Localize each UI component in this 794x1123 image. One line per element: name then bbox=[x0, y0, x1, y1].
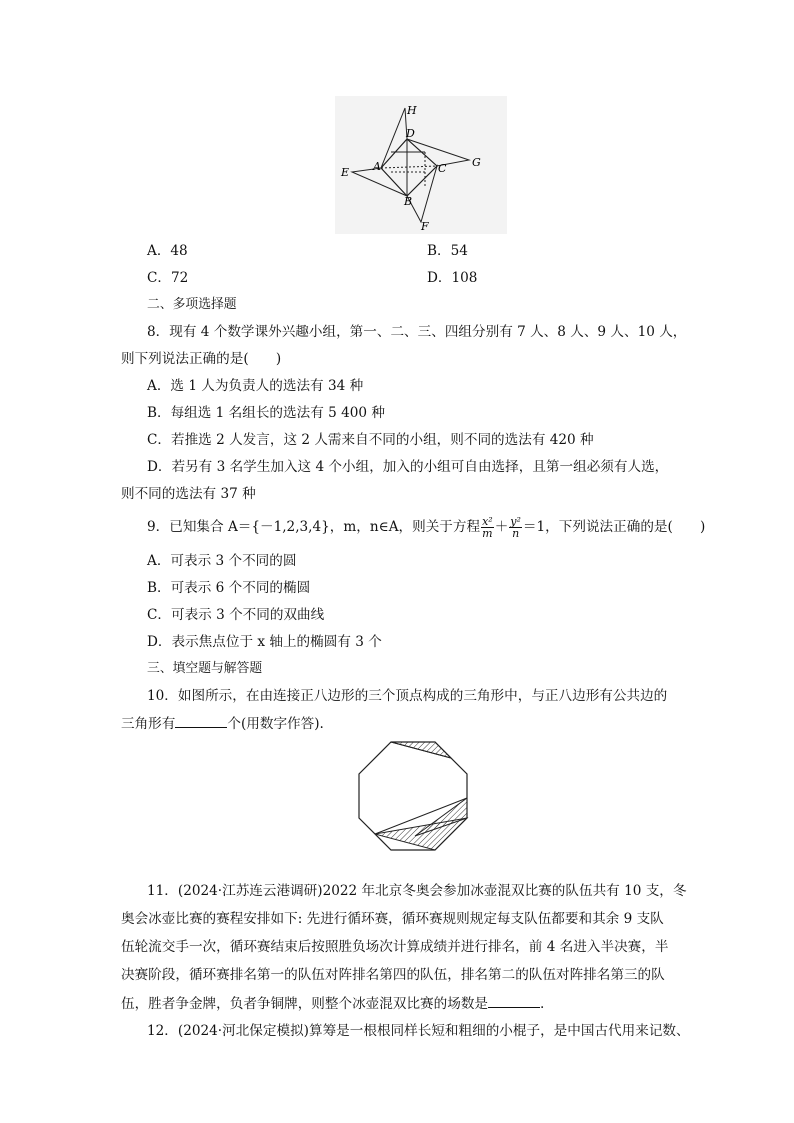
q7-option-c: C．72 bbox=[147, 270, 189, 286]
label-g: G bbox=[472, 156, 481, 169]
q9-option-a: A．可表示 3 个不同的圆 bbox=[147, 553, 297, 569]
answer-blank bbox=[488, 994, 540, 1008]
q7-option-b: B．54 bbox=[427, 243, 468, 259]
q11-line1: 11．(2024·江苏连云港调研)2022 年北京冬奥会参加冰壶混双比赛的队伍共有 10 支，冬 bbox=[147, 883, 687, 899]
frac1-numerator: x² bbox=[482, 515, 493, 528]
label-b: B bbox=[404, 195, 413, 208]
q10-line1: 10．如图所示，在由连接正八边形的三个顶点构成的三角形中，与正八边形有公共边的 bbox=[147, 688, 668, 704]
q8-stem-line1: 8．现有 4 个数学课外兴趣小组，第一、二、三、四组分别有 7 人、8 人、9 人、10 人， bbox=[147, 324, 687, 340]
octagon-figure bbox=[355, 738, 471, 854]
q9-suffix: ＝1，下列说法正确的是( ) bbox=[522, 519, 706, 535]
plus-sign: ＋ bbox=[494, 519, 509, 535]
q9-prefix: 9．已知集合 A＝{－1,2,3,4}，m，n∈A，则关于方程 bbox=[147, 519, 481, 535]
q8-option-a: A．选 1 人为负责人的选法有 34 种 bbox=[147, 378, 364, 394]
q11-line3: 伍轮流交手一次，循环赛结束后按照胜负场次计算成绩并进行排名，前 4 名进入半决赛，半 bbox=[121, 939, 669, 955]
section2-heading: 二、多项选择题 bbox=[147, 297, 237, 312]
q8-option-d: D．若另有 3 名学生加入这 4 个小组，加入的小组可自由选择，且第一组必须有人选， bbox=[147, 459, 669, 475]
fraction-x-over-m bbox=[481, 516, 494, 539]
q7-option-d: D．108 bbox=[427, 270, 478, 286]
label-a: A bbox=[373, 160, 381, 173]
label-f: F bbox=[421, 220, 429, 233]
q11-line2: 奥会冰壶比赛的赛程安排如下: 先进行循环赛，循环赛规则规定每支队伍都要和其余 9 支队 bbox=[121, 911, 664, 927]
q9-option-d: D．表示焦点位于 x 轴上的椭圆有 3 个 bbox=[147, 634, 382, 650]
triangle-f bbox=[407, 166, 437, 222]
label-h: H bbox=[407, 104, 417, 117]
triangle-h bbox=[381, 108, 407, 168]
q8-stem-line2: 则下列说法正确的是( ) bbox=[121, 351, 282, 367]
frac2-numerator: y² bbox=[510, 515, 521, 528]
answer-blank bbox=[175, 714, 227, 728]
q8-option-c: C．若推选 2 人发言，这 2 人需来自不同的小组，则不同的选法有 420 种 bbox=[147, 432, 594, 448]
geometry-figure-star bbox=[335, 96, 507, 234]
frac2-denominator: n bbox=[512, 527, 520, 540]
q7-option-a: A．48 bbox=[147, 243, 188, 259]
label-c: C bbox=[438, 162, 447, 175]
q11-line5-after: . bbox=[540, 996, 545, 1012]
q9-stem bbox=[147, 514, 705, 540]
q9-option-b: B．可表示 6 个不同的椭圆 bbox=[147, 580, 311, 596]
q10-line2 bbox=[121, 714, 324, 733]
label-d: D bbox=[406, 127, 415, 140]
q8-option-b: B．每组选 1 名组长的选法有 5 400 种 bbox=[147, 405, 385, 421]
frac1-denominator: m bbox=[482, 527, 493, 540]
section3-heading: 三、填空题与解答题 bbox=[147, 661, 263, 676]
q11-line5 bbox=[121, 994, 544, 1013]
q8-option-d-line2: 则不同的选法有 37 种 bbox=[121, 486, 256, 502]
q10-line2-before: 三角形有 bbox=[121, 716, 176, 732]
q12-line1: 12．(2024·河北保定模拟)算筹是一根根同样长短和粗细的小棍子，是中国古代用来记数、 bbox=[147, 1023, 690, 1039]
q11-line4: 决赛阶段，循环赛排名第一的队伍对阵排名第四的队伍，排名第二的队伍对阵排名第三的队 bbox=[121, 967, 665, 983]
q9-option-c: C．可表示 3 个不同的双曲线 bbox=[147, 607, 325, 623]
fraction-y-over-n bbox=[509, 516, 522, 539]
q11-line5-before: 伍，胜者争金牌，负者争铜牌，则整个冰壶混双比赛的场数是 bbox=[121, 996, 489, 1012]
q10-line2-after: 个(用数字作答). bbox=[227, 716, 324, 732]
label-e: E bbox=[341, 166, 350, 179]
